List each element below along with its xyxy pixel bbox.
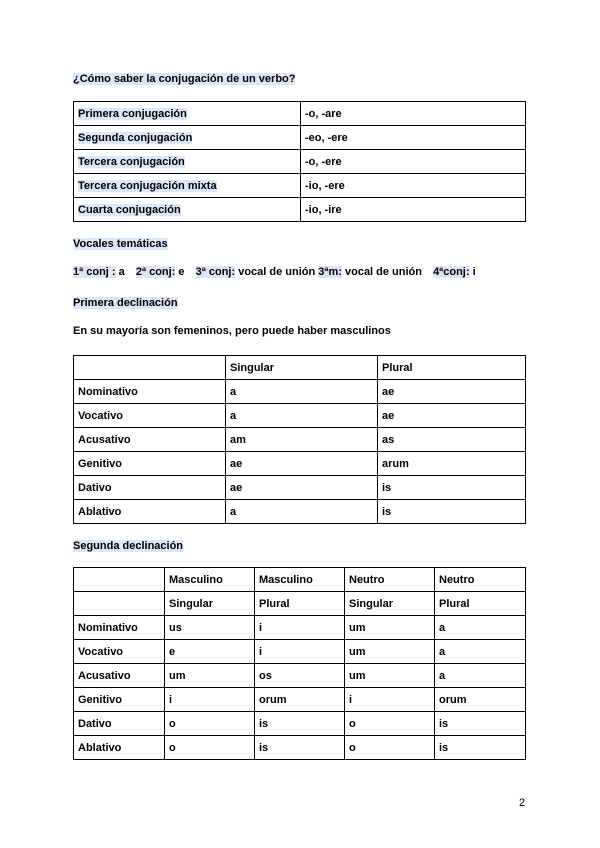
case-cell: Vocativo: [74, 404, 226, 428]
case-cell: Dativo: [74, 712, 165, 736]
vocal-value: vocal de unión: [238, 266, 316, 278]
table-row: [74, 712, 526, 736]
table-row: [74, 452, 526, 476]
case-cell: Nominativo: [74, 380, 226, 404]
heading-segunda: Segunda declinación: [73, 540, 184, 552]
table-cell: um: [165, 664, 255, 688]
table-cell: o: [345, 736, 435, 760]
table-cell: orum: [435, 688, 526, 712]
table-cell: a: [226, 380, 378, 404]
table-cell: am: [226, 428, 378, 452]
table-cell: um: [345, 640, 435, 664]
table-cell: ae: [226, 452, 378, 476]
header-cell: Plural: [255, 592, 345, 616]
header-cell: [74, 592, 165, 616]
vocal-value: e: [178, 266, 185, 278]
case-cell: Genitivo: [74, 688, 165, 712]
table-cell: orum: [255, 688, 345, 712]
case-cell: Nominativo: [74, 616, 165, 640]
nota-primera: En su mayoría son femeninos, pero puede haber masculinos: [73, 325, 391, 337]
table-cell: is: [255, 712, 345, 736]
conjugation-ending: -o, -are: [301, 102, 526, 126]
conjugation-ending: -eo, -ere: [301, 126, 526, 150]
vocal-label: 4ªconj:: [433, 266, 470, 278]
table-row: [74, 664, 526, 688]
heading-vocales: Vocales temáticas: [73, 238, 168, 250]
vocal-label: 3ª conj:: [195, 266, 236, 278]
conjugation-name: Primera conjugación: [78, 107, 187, 120]
table-cell: is: [435, 712, 526, 736]
header-cell: [74, 568, 165, 592]
header-cell: Masculino: [165, 568, 255, 592]
table-cell: is: [378, 476, 526, 500]
primera-declinacion-table: [73, 355, 526, 524]
heading-primera: Primera declinación: [73, 297, 178, 309]
header-cell: Neutro: [435, 568, 526, 592]
vocal-label: 2ª conj:: [135, 266, 176, 278]
conjugation-name: Segunda conjugación: [78, 131, 193, 144]
header-cell: Singular: [165, 592, 255, 616]
case-cell: Acusativo: [74, 664, 165, 688]
table-row: [74, 174, 526, 198]
table-row: [74, 688, 526, 712]
header-cell: [74, 356, 226, 380]
table-cell: ae: [378, 380, 526, 404]
case-cell: Ablativo: [74, 500, 226, 524]
header-cell: Singular: [345, 592, 435, 616]
table-cell: a: [435, 664, 526, 688]
table-row: [74, 428, 526, 452]
table-cell: a: [226, 500, 378, 524]
table-cell: o: [165, 712, 255, 736]
table-cell: um: [345, 664, 435, 688]
vocal-value: a: [118, 266, 125, 278]
case-cell: Dativo: [74, 476, 226, 500]
header-cell: Neutro: [345, 568, 435, 592]
table-row: [74, 126, 526, 150]
table-cell: um: [345, 616, 435, 640]
table-cell: arum: [378, 452, 526, 476]
case-cell: Acusativo: [74, 428, 226, 452]
table-cell: os: [255, 664, 345, 688]
table-row: [74, 102, 526, 126]
heading-conjugacion: ¿Cómo saber la conjugación de un verbo?: [73, 73, 296, 85]
header-cell: Masculino: [255, 568, 345, 592]
table-cell: e: [165, 640, 255, 664]
case-cell: Vocativo: [74, 640, 165, 664]
conjugation-ending: -io, -ere: [301, 174, 526, 198]
segunda-declinacion-table: [73, 567, 526, 760]
header-cell: Plural: [378, 356, 526, 380]
table-row: [74, 380, 526, 404]
table-cell: ae: [378, 404, 526, 428]
table-cell: as: [378, 428, 526, 452]
table-cell: i: [165, 688, 255, 712]
table-cell: ae: [226, 476, 378, 500]
table-cell: is: [378, 500, 526, 524]
table-row: [74, 404, 526, 428]
table-row: [74, 500, 526, 524]
table-row: [74, 640, 526, 664]
table-row: [74, 616, 526, 640]
table-header-row: [74, 592, 526, 616]
table-cell: is: [435, 736, 526, 760]
table-cell: i: [345, 688, 435, 712]
table-cell: a: [435, 640, 526, 664]
table-cell: us: [165, 616, 255, 640]
header-cell: Plural: [435, 592, 526, 616]
table-row: [74, 476, 526, 500]
table-row: [74, 150, 526, 174]
vocal-value: vocal de unión: [344, 266, 422, 278]
table-row: [74, 736, 526, 760]
header-cell: Singular: [226, 356, 378, 380]
conjugation-name: Tercera conjugación mixta: [78, 179, 217, 192]
table-cell: i: [255, 616, 345, 640]
table-cell: a: [435, 616, 526, 640]
conjugation-ending: -io, -ire: [301, 198, 526, 222]
table-cell: o: [345, 712, 435, 736]
table-cell: is: [255, 736, 345, 760]
vocal-label: 3ªm:: [318, 266, 342, 278]
table-cell: i: [255, 640, 345, 664]
table-cell: o: [165, 736, 255, 760]
conjugation-name: Cuarta conjugación: [78, 203, 181, 216]
vocal-value: i: [472, 266, 476, 278]
conjugation-name: Tercera conjugación: [78, 155, 185, 168]
conjugation-ending: -o, -ere: [301, 150, 526, 174]
table-row: [74, 198, 526, 222]
page-number: 2: [519, 797, 526, 809]
table-header-row: [74, 356, 526, 380]
table-cell: a: [226, 404, 378, 428]
vocal-label: 1ª conj :: [73, 266, 116, 278]
table-header-row: [74, 568, 526, 592]
case-cell: Genitivo: [74, 452, 226, 476]
vocales-line: [73, 266, 476, 278]
conjugation-table: [73, 101, 526, 222]
case-cell: Ablativo: [74, 736, 165, 760]
